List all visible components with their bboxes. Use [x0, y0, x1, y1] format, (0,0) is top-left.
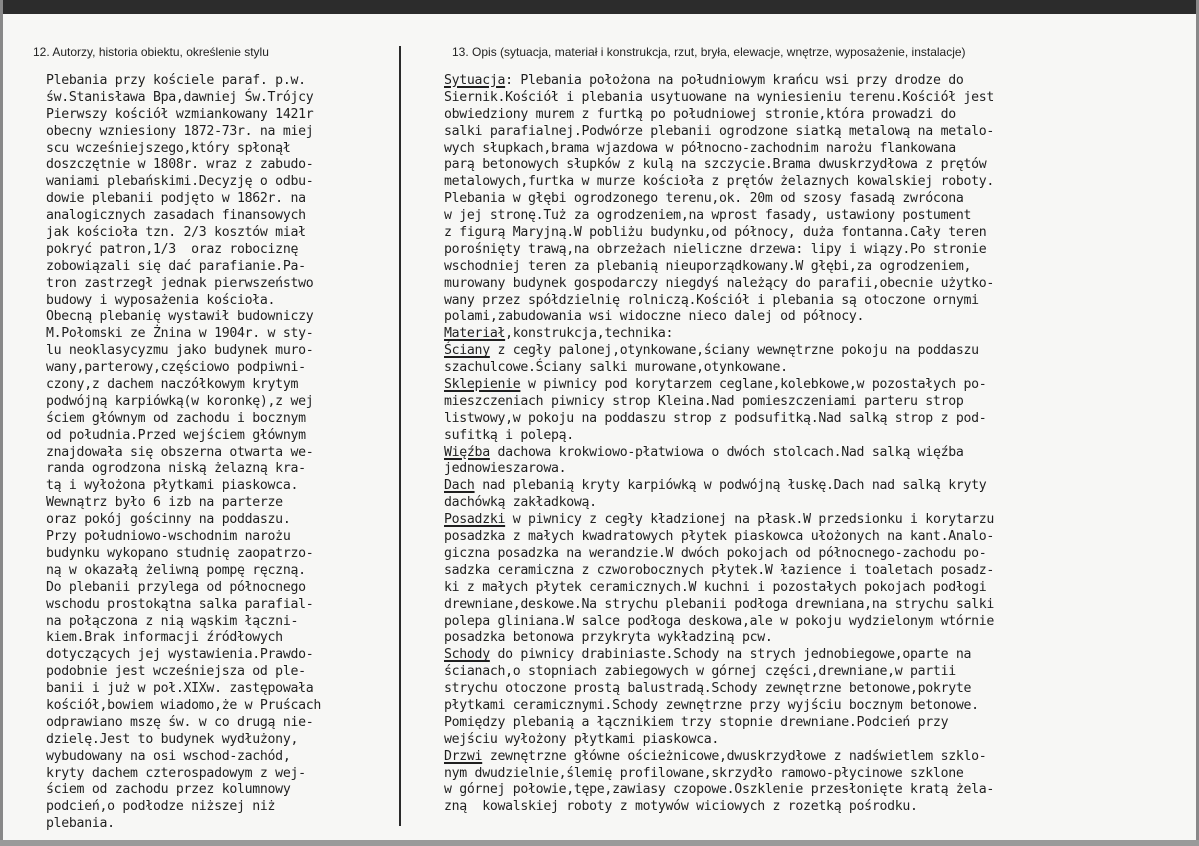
description-text-line — [444, 647, 1184, 664]
history-text-line: Plebania przy kościele paraf. p.w. — [46, 73, 306, 88]
history-text-line: obecny wzniesiony 1872-73r. na miej — [46, 123, 314, 139]
description-text-run: posadzka betonowa przykryta wykładziną pcw. — [444, 630, 773, 646]
description-text-run: posadzka z małych kwadratowych płytek piaskowca ułożonych na kant.Analo- — [444, 529, 995, 545]
description-text-run: jednowieszarowa. — [444, 461, 567, 477]
description-text-run: : Plebania położona na południowym krańcu wsi przy drodze do — [505, 73, 964, 88]
history-text-line: budynku wykopano studnię zaopatrzo- — [46, 545, 314, 561]
history-text-line: podwójną karpiówką(w koronkę),z wej — [46, 393, 314, 409]
description-text-run: sufitką i polepą. — [444, 427, 574, 443]
history-text-line: budowy i wyposażenia kościoła. — [46, 292, 276, 308]
description-text-line — [444, 428, 1184, 445]
section-13-header: 13. Opis (sytuacja, materiał i konstrukcja, rzut, bryła, elewacje, wnętrze, wyposażenie, instalacje) — [452, 45, 966, 59]
history-text-line: ściem od zachodu przez kolumnowy — [46, 782, 291, 798]
description-text-run: giczna posadzka na werandzie.W dwóch pokojach od północnego-zachodu po- — [444, 545, 987, 561]
description-text-run: porośnięty trawą,na obrzeżach nieliczne drzewa: lipy i wiązy.Po stronie — [444, 241, 987, 257]
description-text-line — [444, 259, 1184, 276]
history-text-line: ną w okazałą żeliwną pompę ręczną. — [46, 562, 306, 578]
description-text-column — [444, 73, 1184, 816]
section-keyword: Sklepienie — [444, 377, 521, 393]
history-text-column — [46, 73, 398, 833]
history-text-line: analogicznych zasadach finansowych — [46, 208, 306, 224]
description-text-line — [444, 563, 1184, 580]
section-keyword: Dach — [444, 478, 475, 494]
history-text-line: wybudowany na osi wschod-zachód, — [46, 748, 291, 764]
history-text-line: czony,z dachem naczółkowym krytym — [46, 377, 299, 393]
description-text-line — [444, 191, 1184, 208]
description-text-run: z cegły palonej,otynkowane,ściany wewnętrzne pokoju na poddaszu — [489, 343, 979, 359]
history-text-line: Przy południowo-wschodnim narożu — [46, 529, 291, 545]
history-text-line: podobnie jest wcześniejsza od ple- — [46, 664, 306, 680]
description-text-line — [444, 276, 1184, 293]
history-text-line: na połączona z nią wąskim łączni- — [46, 613, 299, 629]
description-text-run: metalowych,furtka w murze kościoła z prętów żelaznych kowalskiej roboty. — [444, 174, 995, 190]
section-keyword: Schody — [444, 647, 490, 663]
description-text-line — [444, 766, 1184, 783]
description-text-run: nad plebanią kryty karpiówką w podwójną łuskę.Dach nad salką kryty — [474, 478, 987, 494]
description-text-line — [444, 597, 1184, 614]
description-text-run: wejściu wyłożony płytkami piaskowca. — [444, 731, 720, 747]
description-text-line — [444, 141, 1184, 158]
description-text-run: Siernik.Kościół i plebania usytuowane na wyniesieniu terenu.Kościół jest — [444, 89, 995, 105]
history-text-line: Pierwszy kościół wzmiankowany 1421r — [46, 106, 314, 122]
description-text-run: do piwnicy drabiniaste.Schody na strych jednobiegowe,oparte na — [489, 647, 972, 663]
description-text-line — [444, 394, 1184, 411]
history-text-line: plebania. — [46, 816, 115, 832]
description-text-run: ,konstrukcja,technika: — [505, 326, 674, 342]
description-text-line — [444, 225, 1184, 242]
scan-left-edge — [0, 0, 3, 846]
description-text-run: ki z małych płytek ceramicznych.W kuchni i pozostałych pokojach podłogi — [444, 579, 987, 595]
description-text-line — [444, 461, 1184, 478]
description-text-line — [444, 698, 1184, 715]
history-text-line: pokryć patron,1/3 oraz robociznę — [46, 241, 299, 257]
description-text-run: w piwnicy pod korytarzem ceglane,kolebkowe,w pozostałych po- — [520, 377, 987, 393]
description-text-run: polepa gliniana.W salce podłoga deskowa,ale w pokoju wydzielonym wtórnie — [444, 613, 995, 629]
section-keyword: Materiał — [444, 326, 506, 342]
description-text-run: Plebania w głębi ogrodzonego terenu,ok. 20m od szosy fasadą zwrócona — [444, 191, 964, 207]
description-text-line — [444, 293, 1184, 310]
history-text-line: znajdowała się obszerna otwarta we- — [46, 444, 314, 460]
history-text-line: scu wcześniejszego,który spłonął — [46, 140, 291, 156]
history-text-line: randa ogrodzona niską żelazną kra- — [46, 461, 306, 477]
description-text-run: murowany budynek gospodarczy niegdyś należący do parafii,obecnie użytko- — [444, 275, 995, 291]
description-text-run: polami,zabudowania wsi widoczne nieco dalej od północy. — [444, 309, 865, 325]
description-text-line — [444, 326, 1184, 343]
description-text-line — [444, 614, 1184, 631]
history-text-line: kościół,bowiem wiadomo,że w Pruścach — [46, 697, 322, 713]
description-text-line — [444, 411, 1184, 428]
history-text-line: wschodu prostokątna salka parafial- — [46, 596, 314, 612]
description-text-line — [444, 124, 1184, 141]
description-text-line — [444, 546, 1184, 563]
history-text-line: Wewnątrz było 6 izb na parterze — [46, 495, 283, 511]
description-text-line — [444, 107, 1184, 124]
history-text-line: dotyczących jej wystawienia.Prawdo- — [46, 647, 314, 663]
description-text-line — [444, 580, 1184, 597]
history-text-line: doszczętnie w 1808r. wraz z zabudo- — [46, 157, 314, 173]
description-text-line — [444, 715, 1184, 732]
description-text-run: parą betonowych słupków z kulą na szczycie.Brama dwuskrzydłowa z prętów — [444, 157, 987, 173]
description-text-line — [444, 343, 1184, 360]
description-text-run: drewniane,deskowe.Na strychu plebanii podłoga drewniana,na strychu salki — [444, 596, 995, 612]
history-text-line: kiem.Brak informacji źródłowych — [46, 630, 283, 646]
history-text-line: zobowiązali się dać parafianie.Pa- — [46, 258, 306, 274]
column-divider — [399, 46, 401, 826]
history-text-line: oraz pokój gościnny na poddaszu. — [46, 512, 291, 528]
description-text-line — [444, 478, 1184, 495]
description-text-line — [444, 208, 1184, 225]
description-text-run: wany przez spółdzielnię rolniczą.Kościół i plebania są otoczone ornymi — [444, 292, 979, 308]
description-text-run: z figurą Maryjną.W pobliżu budynku,od północy, duża fontanna.Cały teren — [444, 225, 987, 241]
description-text-line — [444, 732, 1184, 749]
description-text-line — [444, 309, 1184, 326]
description-text-run: w jej stronę.Tuż za ogrodzeniem,na wprost fasady, ustawiony postument — [444, 208, 972, 224]
history-text-line: od południa.Przed wejściem głównym — [46, 427, 306, 443]
description-text-line — [444, 377, 1184, 394]
scan-bottom-edge — [0, 840, 1199, 846]
description-text-run: w górnej połowie,tępe,zawiasy czopowe.Oszklenie przesłonięte kratą żela- — [444, 782, 995, 798]
description-text-run: Pomiędzy plebanią a łącznikiem trzy stopnie drewniane.Podcień przy — [444, 714, 949, 730]
description-text-line — [444, 242, 1184, 259]
description-text-run: obwiedziony murem z furtką po południowej stronie,która prowadzi do — [444, 106, 956, 122]
description-text-run: w piwnicy z cegły kładzionej na płask.W przedsionku i korytarzu — [505, 512, 995, 528]
description-text-line — [444, 157, 1184, 174]
description-text-run: dachowa krokwiowo-płatwiowa o dwóch stolcach.Nad salką więźba — [489, 444, 964, 460]
history-text-line: św.Stanisława Bpa,dawniej Św.Trójcy — [46, 89, 314, 105]
history-text-line: tą i wyłożona płytkami piaskowca. — [46, 478, 299, 494]
section-keyword: Posadzki — [444, 512, 506, 528]
description-text-run: sadzka ceramiczna z czworobocznych płytek.W łazience i toaletach posadz- — [444, 562, 995, 578]
description-text-run: szachulcowe.Ściany salki murowane,otynkowane. — [444, 360, 788, 376]
description-text-run: nym dwudzielnie,ślemię profilowane,skrzydło ramowo-płycinowe szklone — [444, 765, 964, 781]
history-text-line: banii i już w poł.XIXw. zastępowała — [46, 681, 314, 697]
history-text-line: Do plebanii przylega od północnego — [46, 579, 306, 595]
description-text-run: zną kowalskiej roboty z motywów wiciowych z rozetką pośrodku. — [444, 799, 918, 815]
history-text-line: ściem głównym od zachodu i bocznym — [46, 410, 306, 426]
section-keyword: Sytuacja — [444, 73, 506, 88]
description-text-line — [444, 664, 1184, 681]
description-text-run: listwowy,w pokoju na poddaszu strop z podsufitką.Nad salką strop z pod- — [444, 410, 987, 426]
history-text-line: jak kościoła tzn. 2/3 kosztów miał — [46, 225, 306, 241]
description-text-line — [444, 360, 1184, 377]
history-text-line: waniami plebańskimi.Decyzję o odbu- — [46, 174, 314, 190]
description-text-line — [444, 73, 1184, 90]
section-keyword: Drzwi — [444, 748, 483, 764]
history-text-line: dzielę.Jest to budynek wydłużony, — [46, 731, 299, 747]
description-text-line — [444, 445, 1184, 462]
description-text-run: płytkami ceramicznymi.Schody zewnętrzne przy wyjściu bocznym betonowe. — [444, 697, 979, 713]
history-text-line: odprawiano mszę św. w co drugą nie- — [46, 714, 314, 730]
scan-top-edge — [0, 0, 1199, 14]
description-text-line — [444, 782, 1184, 799]
history-text-line: M.Połomski ze Żnina w 1904r. w sty- — [46, 326, 314, 342]
description-text-run: dachówką zakładkową. — [444, 495, 597, 511]
description-text-run: strychu otoczone prostą balustradą.Schody zewnętrzne betonowe,pokryte — [444, 681, 972, 697]
description-text-line — [444, 512, 1184, 529]
description-text-run: mieszczeniach piwnicy strop Kleina.Nad pomieszczeniami parteru strop — [444, 393, 964, 409]
description-text-run: wschodniej teren za plebanią nieuporządkowany.W głębi,za ogrodzeniem, — [444, 258, 972, 274]
history-text-line: kryty dachem czterospadowym z wej- — [46, 765, 306, 781]
section-12-header: 12. Autorzy, historia obiektu, określenie stylu — [33, 45, 269, 59]
description-text-run: zewnętrzne główne ościeżnicowe,dwuskrzydłowe z nadświetlem szklo- — [482, 748, 987, 764]
history-text-line: dowie plebanii podjęto w 1862r. na — [46, 191, 306, 207]
history-text-line: podcień,o podłodze niższej niż — [46, 799, 276, 815]
description-text-line — [444, 749, 1184, 766]
description-text-run: ścianach,o stopniach zabiegowych w górnej części,drewniane,w partii — [444, 664, 956, 680]
section-keyword: Ściany — [444, 343, 490, 359]
description-text-line — [444, 495, 1184, 512]
description-text-line — [444, 174, 1184, 191]
description-text-line — [444, 529, 1184, 546]
description-text-line — [444, 630, 1184, 647]
section-keyword: Więźba — [444, 444, 490, 460]
description-text-line — [444, 90, 1184, 107]
description-text-line — [444, 681, 1184, 698]
history-text-line: wany,parterowy,częściowo podpiwni- — [46, 360, 306, 376]
history-text-line: lu neoklasycyzmu jako budynek muro- — [46, 343, 314, 359]
history-text-line: tron zastrzegł jednak pierwszeństwo — [46, 275, 314, 291]
history-text-line: Obecną plebanię wystawił budowniczy — [46, 309, 314, 325]
description-text-run: salki parafialnej.Podwórze plebanii ogrodzone siatką metalową na metalo- — [444, 123, 995, 139]
description-text-run: wych słupkach,brama wjazdowa w północno-zachodnim narożu flankowana — [444, 140, 956, 156]
description-text-line — [444, 799, 1184, 816]
